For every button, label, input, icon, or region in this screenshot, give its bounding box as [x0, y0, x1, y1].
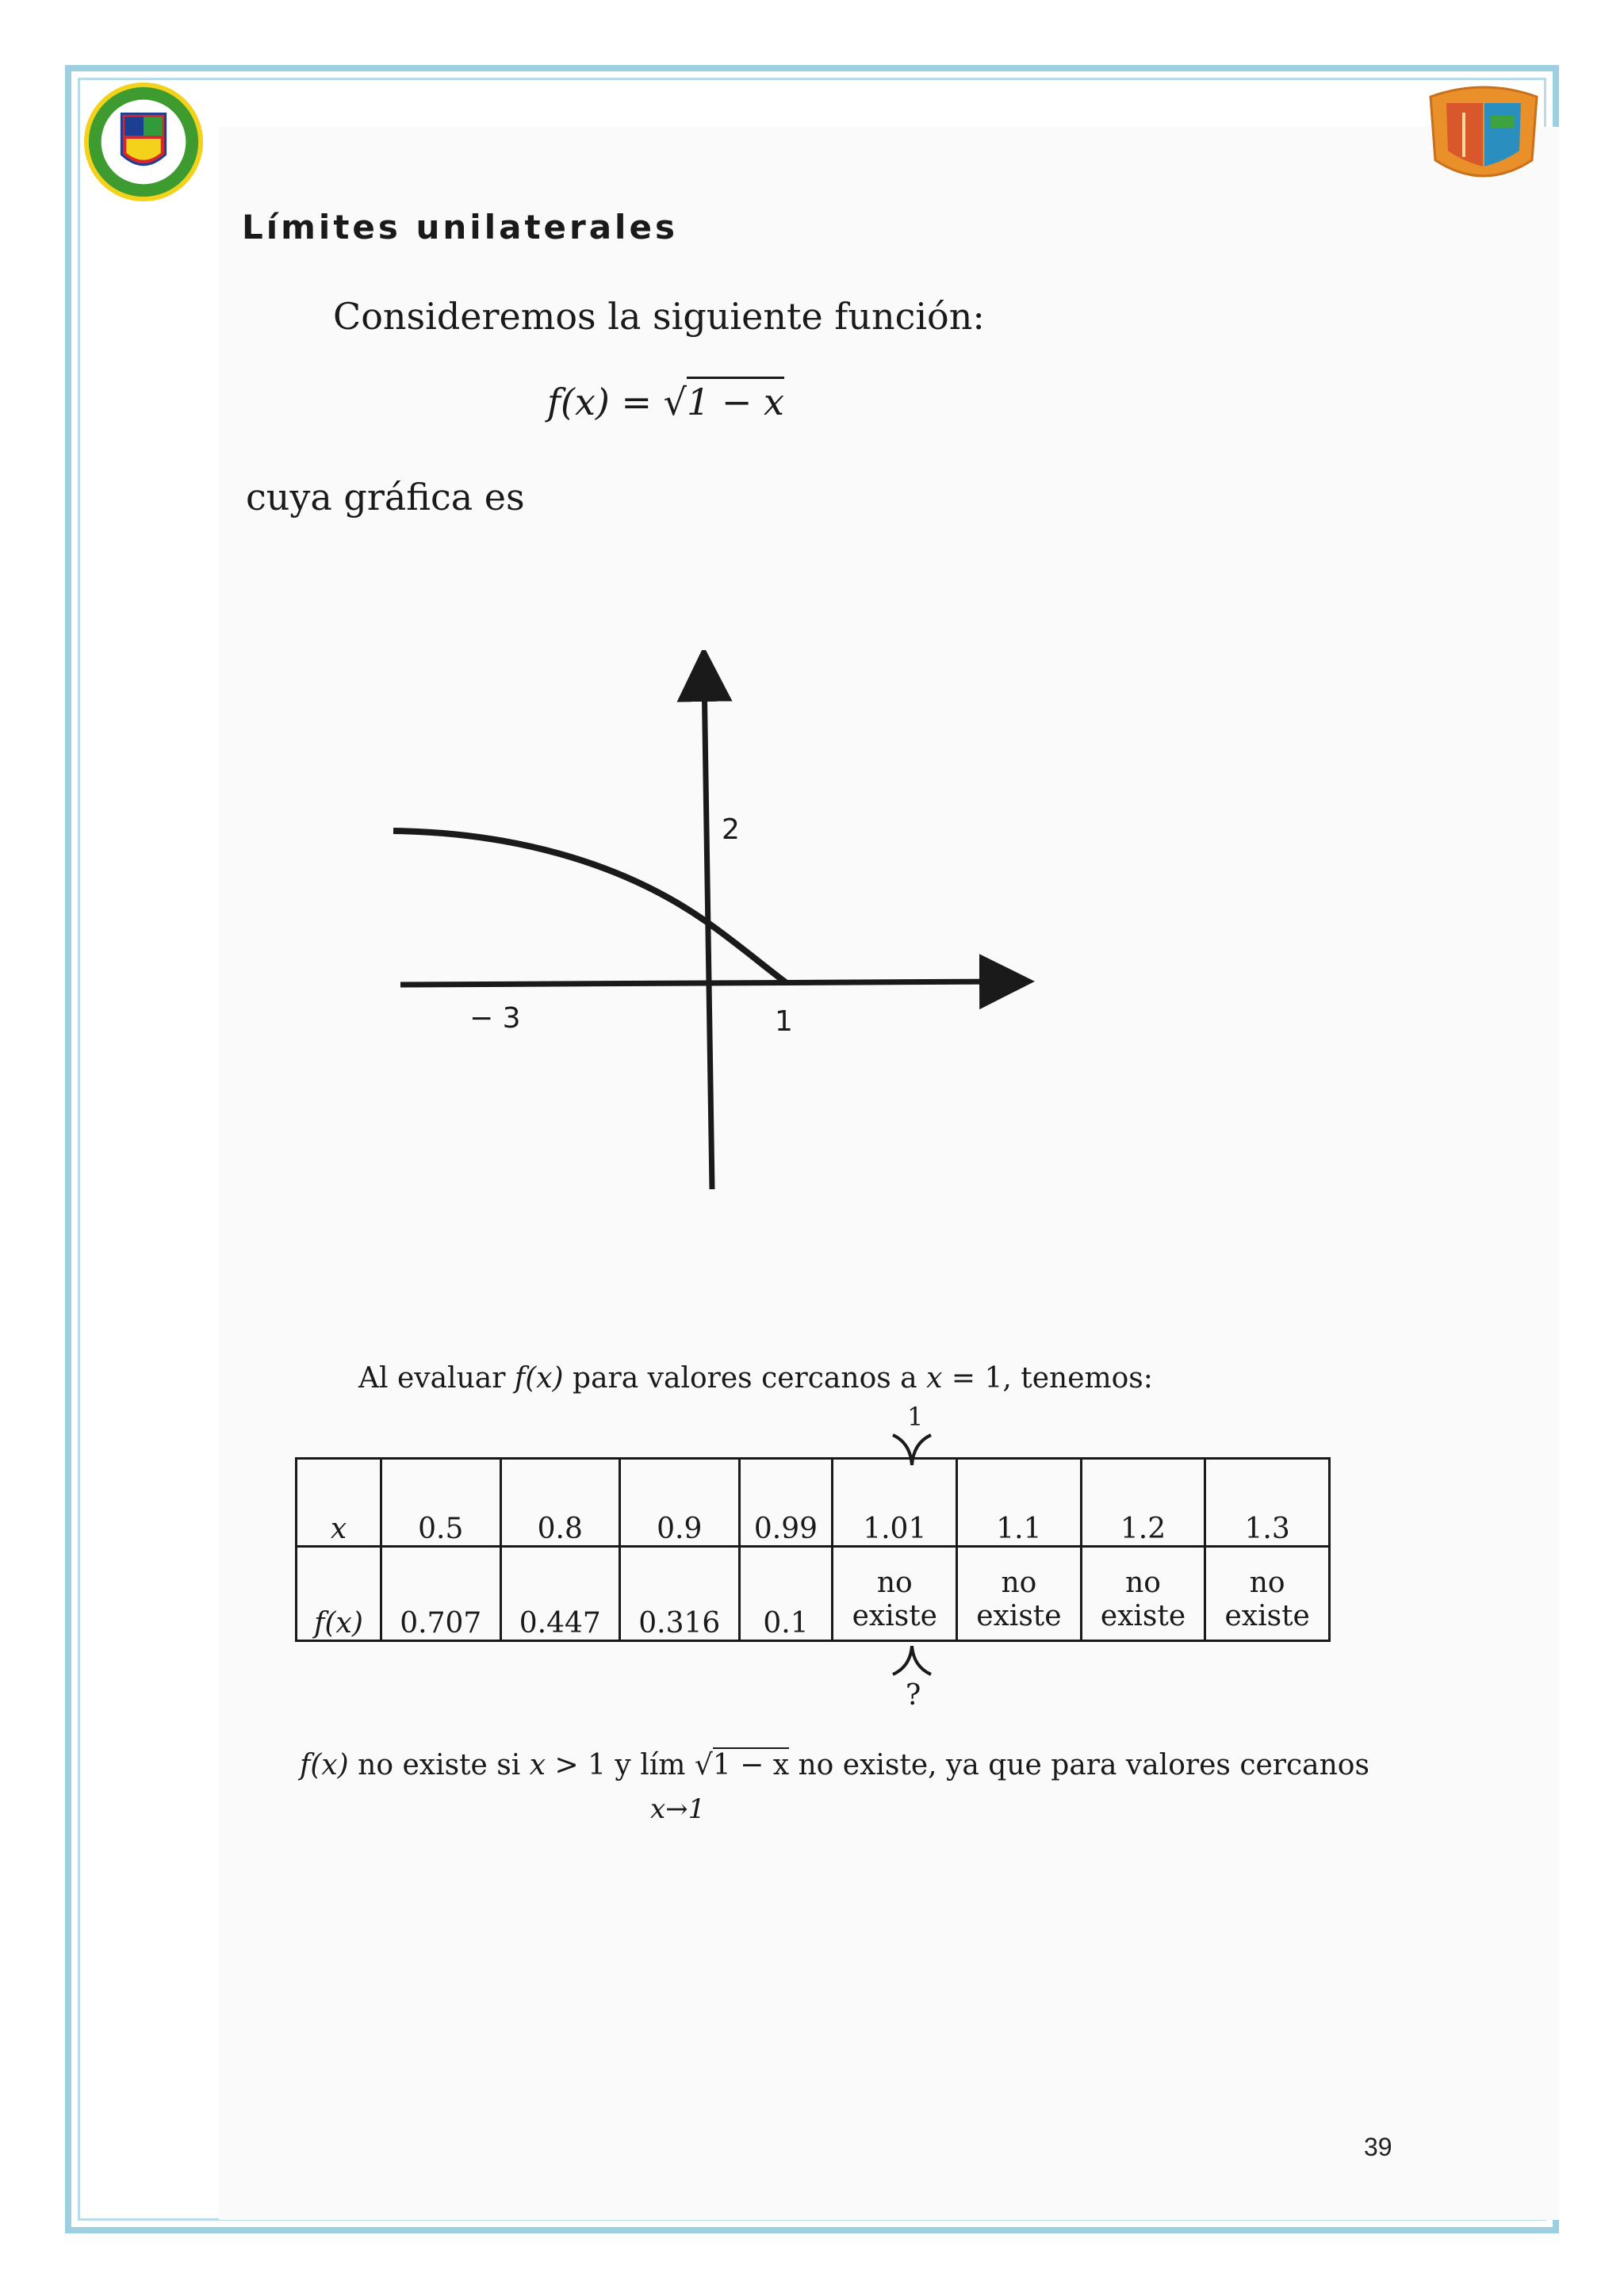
- formula-radicand: 1 − x: [687, 377, 784, 423]
- evaluation-text: [358, 1362, 1153, 1395]
- table-cell-x: 1.1: [957, 1459, 1082, 1547]
- table-cell-fx-line1: no: [1001, 1567, 1037, 1599]
- eval-func: f(x): [514, 1362, 564, 1395]
- arrow-up-marker: [887, 1644, 937, 1708]
- table-cell-fx-line2: existe: [1224, 1600, 1310, 1632]
- y-tick-label: 2: [722, 813, 740, 846]
- table-cell-fx: [833, 1547, 957, 1641]
- table-cell-x: 1.01: [833, 1459, 957, 1547]
- function-formula: [547, 381, 784, 423]
- table-cell-fx-line1: 0.1: [763, 1607, 809, 1640]
- limit-subscript: x→1: [650, 1793, 706, 1825]
- table-cell-fx-line1: no: [1249, 1567, 1285, 1599]
- function-curve: [393, 831, 787, 983]
- table-cell-fx-line1: 0.707: [400, 1607, 482, 1640]
- row-header-x: x: [297, 1459, 381, 1547]
- table-cell-fx-line2: existe: [976, 1600, 1062, 1632]
- table-cell-fx: [1081, 1547, 1205, 1641]
- table-cell-fx-line1: 0.316: [638, 1607, 721, 1640]
- graph-intro-text: cuya gráfica es: [246, 476, 525, 519]
- section-heading: Límites unilaterales: [242, 208, 678, 247]
- table-cell-x: 0.8: [500, 1459, 620, 1547]
- table-cell-x: 0.99: [739, 1459, 833, 1547]
- table-cell-x: 0.5: [381, 1459, 501, 1547]
- table-cell-fx-line1: no: [876, 1567, 913, 1599]
- table-cell-fx: [739, 1547, 833, 1641]
- conclusion-text: [300, 1749, 1369, 1781]
- formula-lhs: f(x): [547, 381, 610, 423]
- x-tick-pos-label: 1: [775, 1005, 793, 1038]
- conclusion-part1: no existe si: [348, 1749, 530, 1781]
- table-cell-fx-line2: existe: [1100, 1600, 1186, 1632]
- conclusion-var: x: [529, 1749, 546, 1781]
- table-row-x: [297, 1459, 1330, 1547]
- conclusion-func: f(x): [300, 1749, 349, 1781]
- x-tick-neg-label: − 3: [469, 1002, 521, 1035]
- table-cell-fx: [500, 1547, 620, 1641]
- conclusion-radicand: 1 − x: [712, 1749, 790, 1781]
- table-cell-fx-line1: no: [1125, 1567, 1161, 1599]
- eval-middle: para valores cercanos a: [563, 1362, 927, 1395]
- arrow-top-label: 1: [907, 1403, 924, 1432]
- x-axis: [400, 982, 1007, 985]
- table-cell-x: 1.2: [1081, 1459, 1205, 1547]
- university-seal-logo: [81, 79, 206, 205]
- eval-suffix: = 1, tenemos:: [942, 1362, 1153, 1395]
- table-cell-fx-line2: existe: [852, 1600, 937, 1632]
- eval-prefix: Al evaluar: [358, 1362, 515, 1395]
- function-graph: [333, 650, 1047, 1205]
- eval-var: x: [926, 1362, 943, 1395]
- conclusion-root-sign: √: [694, 1749, 713, 1781]
- values-table: [295, 1457, 1331, 1642]
- values-table-wrapper: [295, 1457, 1331, 1642]
- conclusion-part3: no existe, ya que para valores cercanos: [789, 1749, 1369, 1781]
- formula-root-sign: √: [663, 381, 687, 423]
- formula-equals: =: [621, 381, 653, 423]
- arrow-bottom-label: ?: [906, 1679, 921, 1708]
- table-cell-x: 0.9: [620, 1459, 740, 1547]
- table-cell-fx: [1205, 1547, 1330, 1641]
- intro-text: Consideremos la siguiente función:: [333, 295, 985, 338]
- conclusion-part2: > 1 y lím: [546, 1749, 695, 1781]
- page-number: 39: [1364, 2133, 1392, 2161]
- faculty-shield-logo: [1423, 81, 1544, 188]
- table-cell-x: 1.3: [1205, 1459, 1330, 1547]
- table-cell-fx-line1: 0.447: [519, 1607, 601, 1640]
- table-cell-fx: [620, 1547, 740, 1641]
- row-header-fx: f(x): [297, 1547, 381, 1641]
- table-cell-fx: [381, 1547, 501, 1641]
- table-row-fx: [297, 1547, 1330, 1641]
- y-axis: [704, 674, 712, 1189]
- table-cell-fx: [957, 1547, 1082, 1641]
